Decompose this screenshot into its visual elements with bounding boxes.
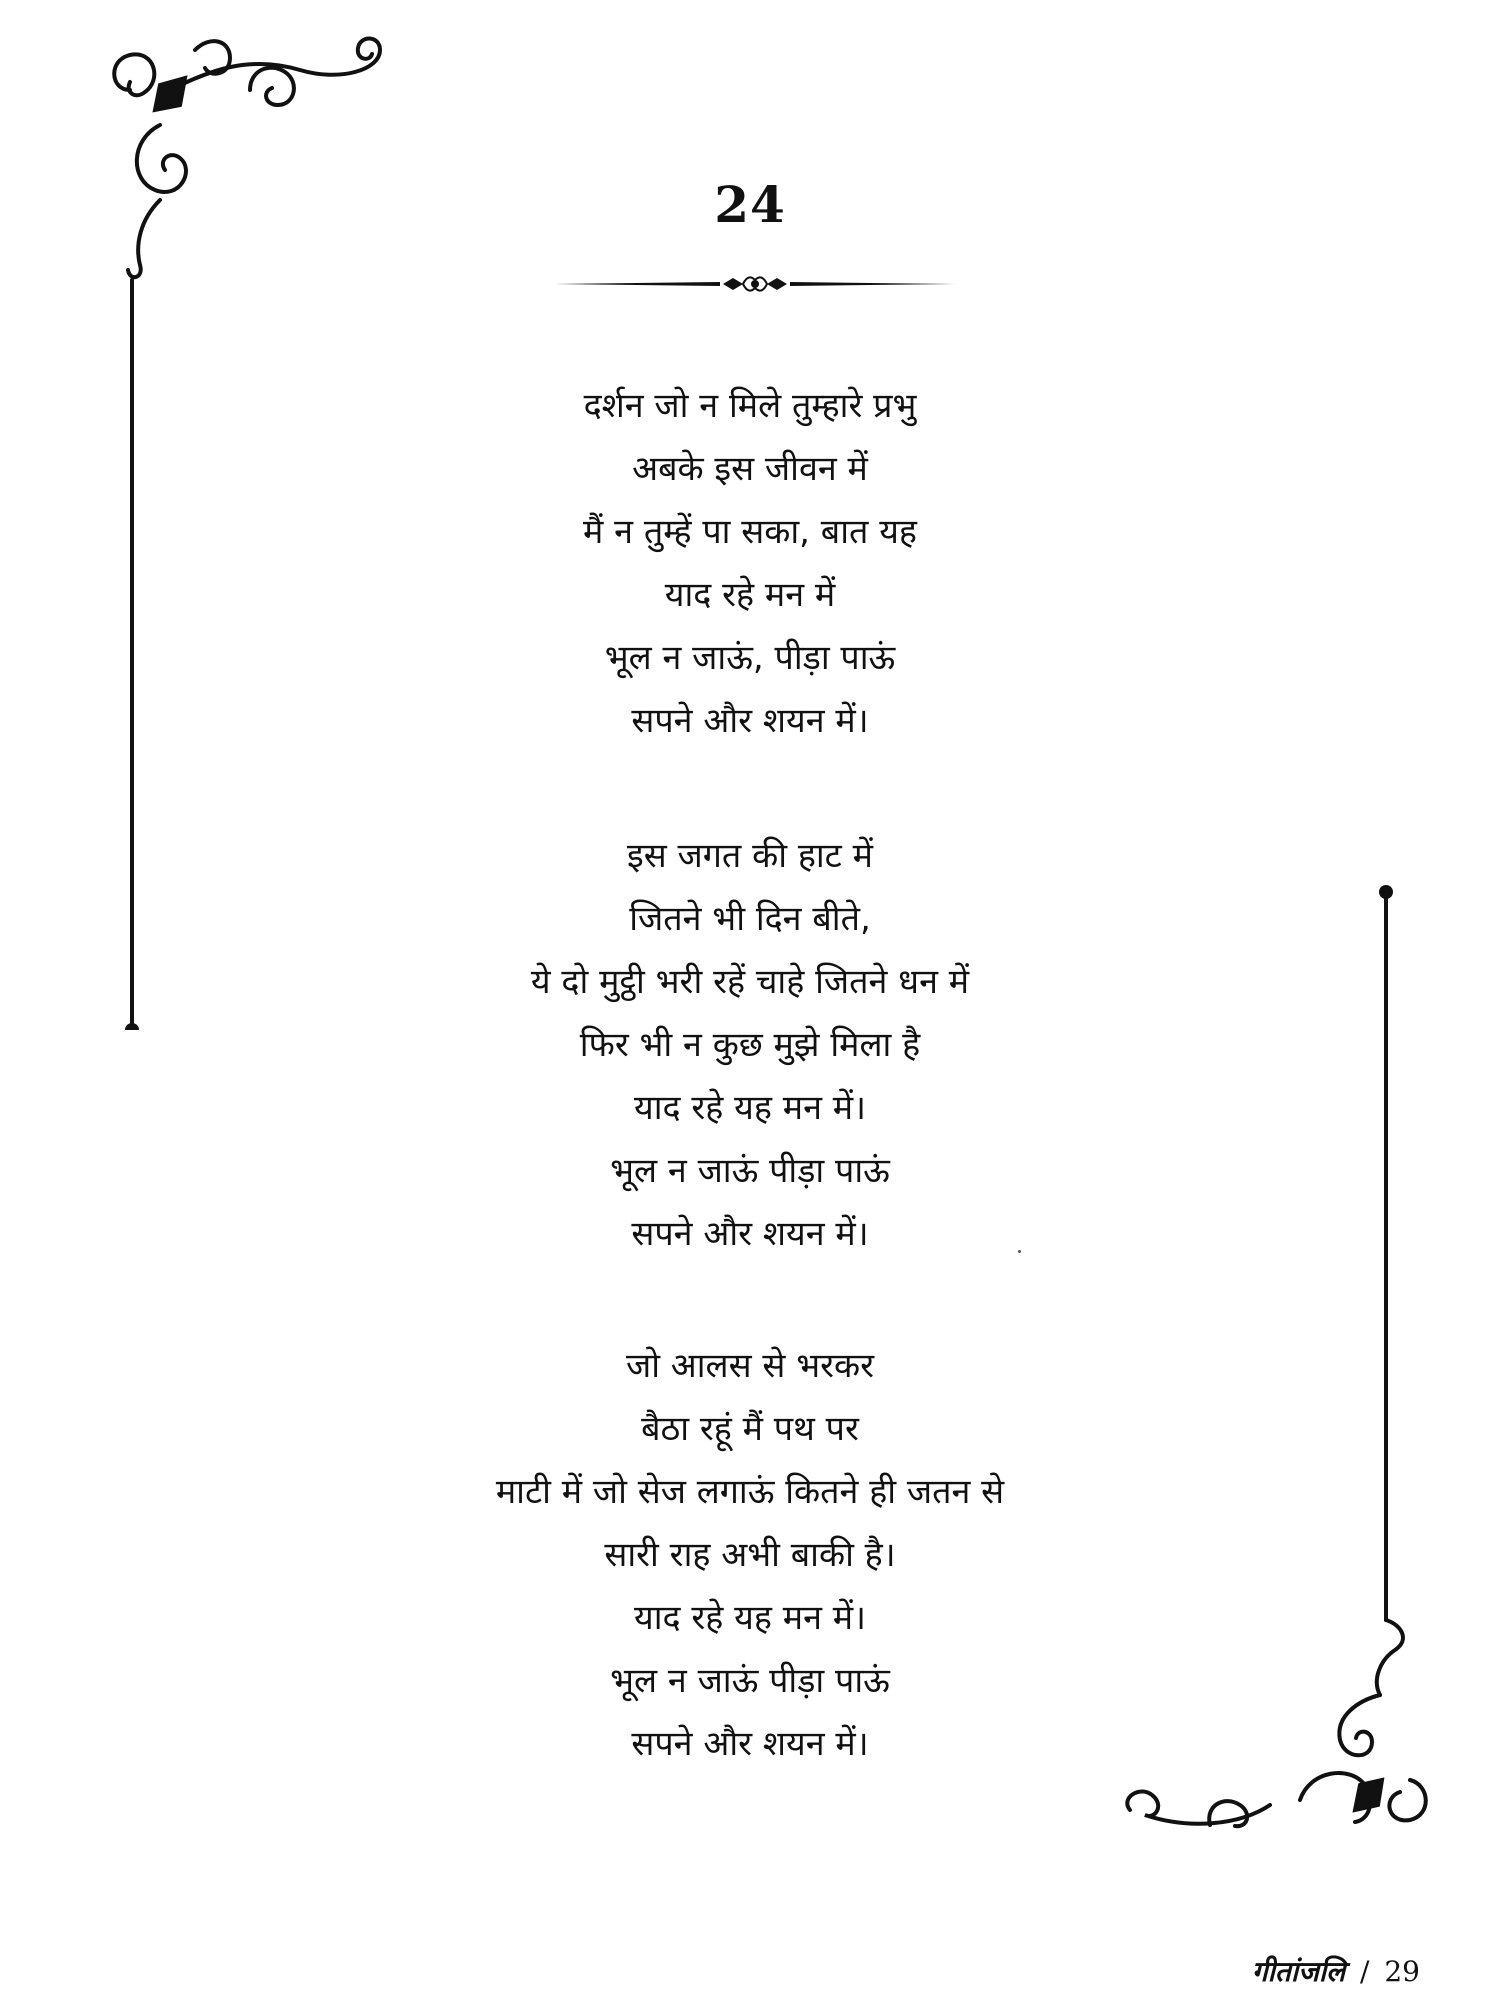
- poem-stanza-3: [300, 1335, 1200, 1776]
- poem-line: भूल न जाऊं पीड़ा पाऊं: [610, 1661, 890, 1701]
- poem-line: माटी में जो सेज लगाऊं कितने ही जतन से: [495, 1472, 1005, 1512]
- poem-stanza-2: [300, 825, 1200, 1266]
- poem-line: फिर भी न कुछ मुझे मिला है: [579, 1025, 921, 1065]
- poem-line: जितने भी दिन बीते,: [629, 899, 871, 939]
- ornamental-divider-icon: [555, 272, 955, 296]
- poem-line: भूल न जाऊं पीड़ा पाऊं: [610, 1151, 890, 1191]
- book-title: गीतांजलि: [1251, 1955, 1346, 1988]
- poem-line: जो आलस से भरकर: [625, 1346, 875, 1386]
- poem-line: सपने और शयन में।: [631, 701, 869, 741]
- footer-separator: /: [1360, 1955, 1370, 1988]
- page-footer: [1252, 1952, 1420, 1990]
- page-number: 29: [1384, 1955, 1420, 1988]
- poem-line: याद रहे यह मन में।: [634, 1598, 866, 1638]
- poem-line: सपने और शयन में।: [631, 1214, 869, 1254]
- poem-line: अबके इस जीवन में: [632, 449, 868, 489]
- print-speck: [1018, 1250, 1021, 1253]
- poem-line: सपने और शयन में।: [631, 1724, 869, 1764]
- poem-line: इस जगत की हाट में: [627, 836, 873, 876]
- poem-stanza-1: [300, 375, 1200, 753]
- poem-line: मैं न तुम्हें पा सका, बात यह: [583, 512, 917, 552]
- poem-line: याद रहे यह मन में।: [634, 1088, 866, 1128]
- poem-line: याद रहे मन में: [664, 575, 836, 615]
- poem-line: ये दो मुट्ठी भरी रहें चाहे जितने धन में: [530, 962, 970, 1002]
- corner-flourish-bottom-right-icon: [1110, 880, 1440, 1900]
- poem-line: भूल न जाऊं, पीड़ा पाऊं: [604, 638, 896, 678]
- chapter-number: 24: [714, 175, 786, 234]
- poem-line: बैठा रहूं मैं पथ पर: [641, 1409, 859, 1449]
- poem-line: दर्शन जो न मिले तुम्हारे प्रभु: [583, 386, 917, 426]
- poem-line: सारी राह अभी बाकी है।: [604, 1535, 896, 1575]
